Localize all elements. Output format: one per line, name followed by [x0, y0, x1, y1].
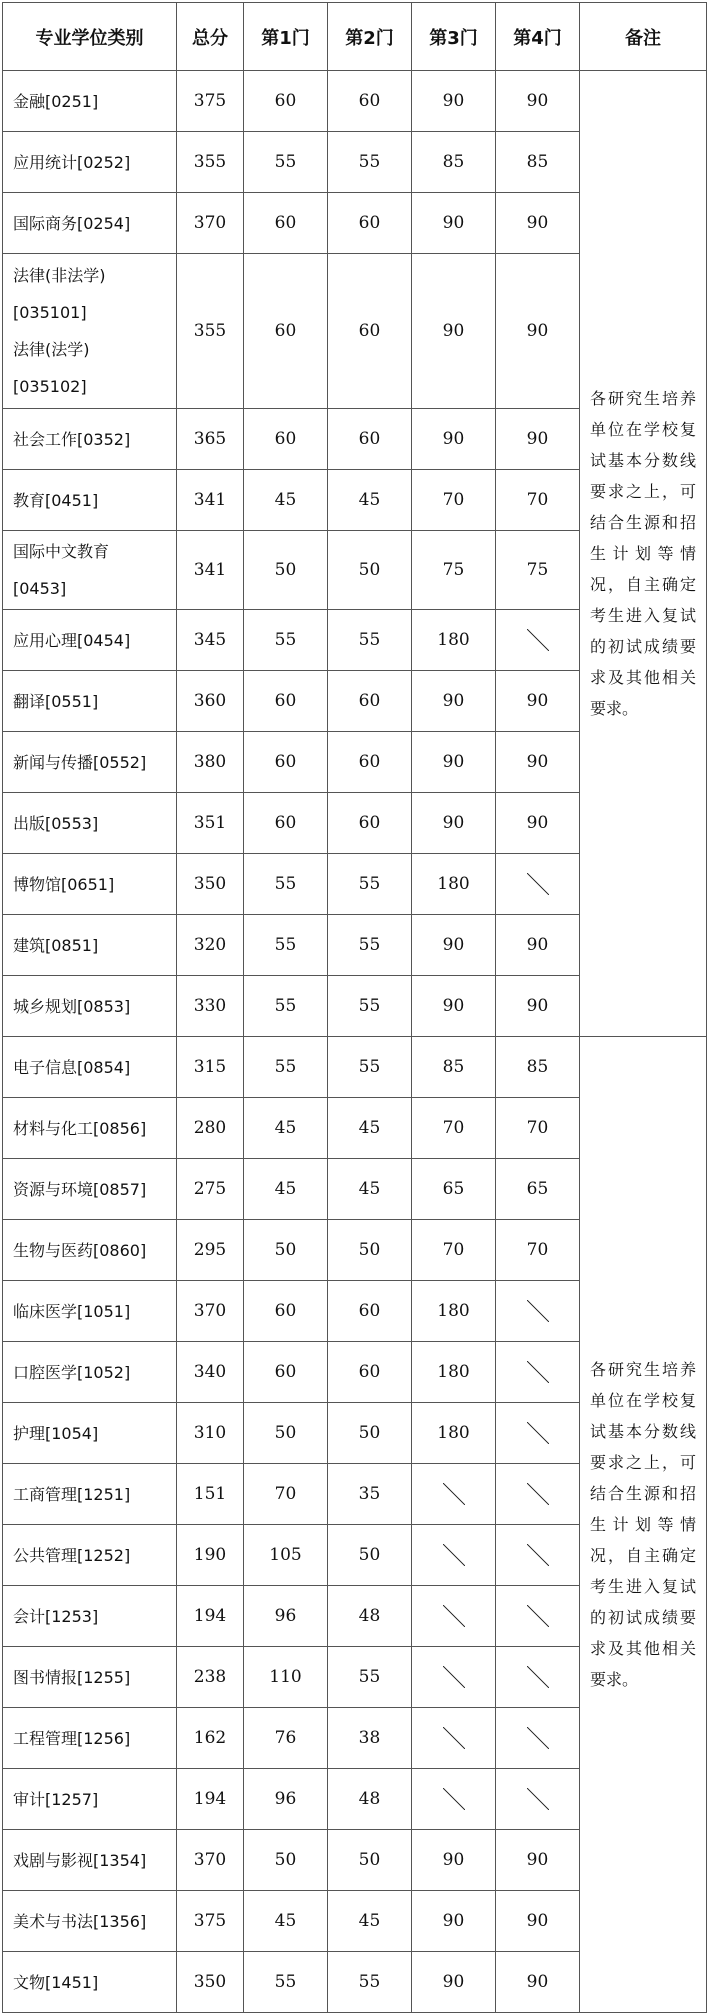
degree-category: [3, 193, 177, 254]
subject-4-score: [496, 1586, 580, 1647]
subject-1-score: 110: [244, 1647, 328, 1708]
degree-category-line: 文物[1451]: [13, 1972, 99, 1992]
subject-3-score: 70: [412, 470, 496, 531]
table-row: [3, 1037, 707, 1098]
not-applicable-slash: [443, 1727, 465, 1749]
subject-3-score: 90: [412, 1891, 496, 1952]
subject-2-score: 55: [328, 132, 412, 193]
subject-4-score: [496, 1403, 580, 1464]
subject-3-score: 85: [412, 132, 496, 193]
degree-category-line: 出版[0553]: [13, 813, 99, 833]
total-score: 380: [177, 732, 244, 793]
not-applicable-slash: [443, 1666, 465, 1688]
subject-4-score: 85: [496, 132, 580, 193]
total-score: 340: [177, 1342, 244, 1403]
degree-category-line: 国际商务[0254]: [13, 213, 131, 233]
subject-4-score: [496, 1281, 580, 1342]
subject-4-score: 90: [496, 793, 580, 854]
total-score: 151: [177, 1464, 244, 1525]
total-score: 351: [177, 793, 244, 854]
score-table: [2, 2, 707, 2013]
total-score: 370: [177, 1830, 244, 1891]
header-category: 专业学位类别: [3, 3, 177, 71]
subject-2-score: 55: [328, 1037, 412, 1098]
subject-3-score: 90: [412, 71, 496, 132]
degree-category-line: 口腔医学[1052]: [13, 1362, 131, 1382]
total-score: 194: [177, 1769, 244, 1830]
degree-category-line: 电子信息[0854]: [13, 1057, 131, 1077]
degree-category-line: 临床医学[1051]: [13, 1301, 131, 1321]
degree-category-line: 资源与环境[0857]: [13, 1179, 147, 1199]
total-score: 360: [177, 671, 244, 732]
subject-3-score: 180: [412, 854, 496, 915]
degree-category-line: 会计[1253]: [13, 1606, 99, 1626]
header-subject-4: 第4门: [496, 3, 580, 71]
subject-4-score: [496, 1525, 580, 1586]
not-applicable-slash: [443, 1788, 465, 1810]
subject-1-score: 45: [244, 1098, 328, 1159]
total-score: 295: [177, 1220, 244, 1281]
degree-category-line: 新闻与传播[0552]: [13, 752, 147, 772]
subject-1-score: 55: [244, 1037, 328, 1098]
subject-1-score: 60: [244, 793, 328, 854]
subject-4-score: 90: [496, 1830, 580, 1891]
degree-category-line: [035101]: [13, 303, 87, 322]
subject-4-score: [496, 1464, 580, 1525]
header-subject-3: 第3门: [412, 3, 496, 71]
subject-4-score: 90: [496, 915, 580, 976]
subject-1-score: 60: [244, 671, 328, 732]
degree-category-line: 图书情报[1255]: [13, 1667, 131, 1687]
degree-category: [3, 409, 177, 470]
degree-category: [3, 1037, 177, 1098]
total-score: 341: [177, 531, 244, 610]
subject-4-score: 75: [496, 531, 580, 610]
degree-category: [3, 1403, 177, 1464]
total-score: 280: [177, 1098, 244, 1159]
degree-category-line: 法律(非法学): [13, 266, 106, 285]
subject-3-score: 70: [412, 1098, 496, 1159]
subject-1-score: 45: [244, 470, 328, 531]
not-applicable-slash: [527, 1605, 549, 1627]
subject-1-score: 50: [244, 1830, 328, 1891]
degree-category: [3, 531, 177, 610]
subject-2-score: 35: [328, 1464, 412, 1525]
subject-1-score: 55: [244, 976, 328, 1037]
total-score: 370: [177, 193, 244, 254]
degree-category-line: 社会工作[0352]: [13, 429, 131, 449]
header-subject-1: 第1门: [244, 3, 328, 71]
not-applicable-slash: [527, 873, 549, 895]
subject-4-score: [496, 1708, 580, 1769]
header-row: [3, 3, 707, 71]
subject-3-score: 90: [412, 793, 496, 854]
total-score: 350: [177, 854, 244, 915]
remarks-note: 各研究生培养单位在学校复试基本分数线要求之上，可结合生源和招生计划等情况，自主确定考生进入复试的初试成绩要求及其他相关要求。: [580, 1037, 707, 2013]
subject-3-score: 85: [412, 1037, 496, 1098]
degree-category-line: 材料与化工[0856]: [13, 1118, 147, 1138]
degree-category: [3, 976, 177, 1037]
subject-1-score: 45: [244, 1891, 328, 1952]
total-score: 345: [177, 610, 244, 671]
subject-3-score: 90: [412, 671, 496, 732]
subject-2-score: 50: [328, 1220, 412, 1281]
degree-category-line: 应用统计[0252]: [13, 152, 131, 172]
degree-category: [3, 793, 177, 854]
subject-4-score: 90: [496, 976, 580, 1037]
degree-category-line: 城乡规划[0853]: [13, 996, 131, 1016]
degree-category-line: 护理[1054]: [13, 1423, 99, 1443]
degree-category: [3, 1525, 177, 1586]
degree-category: [3, 1220, 177, 1281]
subject-1-score: 50: [244, 531, 328, 610]
degree-category: [3, 671, 177, 732]
subject-2-score: 50: [328, 531, 412, 610]
subject-3-score: [412, 1769, 496, 1830]
subject-2-score: 45: [328, 470, 412, 531]
total-score: 375: [177, 71, 244, 132]
subject-3-score: 90: [412, 976, 496, 1037]
degree-category: [3, 1586, 177, 1647]
subject-3-score: 180: [412, 1281, 496, 1342]
subject-2-score: 60: [328, 1342, 412, 1403]
degree-category: [3, 1342, 177, 1403]
total-score: 315: [177, 1037, 244, 1098]
subject-4-score: [496, 1769, 580, 1830]
not-applicable-slash: [443, 1544, 465, 1566]
subject-1-score: 70: [244, 1464, 328, 1525]
degree-category-line: [035102]: [13, 377, 87, 396]
not-applicable-slash: [527, 1544, 549, 1566]
subject-2-score: 48: [328, 1586, 412, 1647]
degree-category: [3, 1708, 177, 1769]
degree-category: [3, 610, 177, 671]
subject-1-score: 96: [244, 1769, 328, 1830]
degree-category: [3, 732, 177, 793]
degree-category-line: 生物与医药[0860]: [13, 1240, 147, 1260]
subject-2-score: 50: [328, 1403, 412, 1464]
table-row: [3, 71, 707, 132]
subject-3-score: [412, 1647, 496, 1708]
subject-3-score: [412, 1464, 496, 1525]
subject-4-score: 90: [496, 671, 580, 732]
degree-category: [3, 71, 177, 132]
subject-2-score: 50: [328, 1525, 412, 1586]
total-score: 350: [177, 1952, 244, 2013]
subject-2-score: 55: [328, 915, 412, 976]
degree-category: [3, 470, 177, 531]
degree-category: [3, 1647, 177, 1708]
subject-4-score: 90: [496, 193, 580, 254]
subject-4-score: 90: [496, 71, 580, 132]
header-total: 总分: [177, 3, 244, 71]
header-remarks: 备注: [580, 3, 707, 71]
subject-2-score: 55: [328, 854, 412, 915]
degree-category-line: 博物馆[0651]: [13, 874, 115, 894]
total-score: 365: [177, 409, 244, 470]
subject-4-score: 70: [496, 470, 580, 531]
total-score: 355: [177, 132, 244, 193]
not-applicable-slash: [527, 1788, 549, 1810]
subject-1-score: 55: [244, 1952, 328, 2013]
degree-category: [3, 854, 177, 915]
subject-3-score: 65: [412, 1159, 496, 1220]
not-applicable-slash: [527, 1422, 549, 1444]
degree-category-line: 美术与书法[1356]: [13, 1911, 147, 1931]
subject-3-score: 180: [412, 1403, 496, 1464]
subject-2-score: 45: [328, 1159, 412, 1220]
degree-category-line: 应用心理[0454]: [13, 630, 131, 650]
subject-4-score: 70: [496, 1220, 580, 1281]
subject-4-score: 90: [496, 409, 580, 470]
subject-1-score: 55: [244, 915, 328, 976]
total-score: 190: [177, 1525, 244, 1586]
subject-1-score: 96: [244, 1586, 328, 1647]
degree-category: [3, 1159, 177, 1220]
total-score: 375: [177, 1891, 244, 1952]
not-applicable-slash: [527, 1666, 549, 1688]
subject-3-score: 180: [412, 1342, 496, 1403]
degree-category: [3, 1830, 177, 1891]
subject-3-score: [412, 1525, 496, 1586]
subject-3-score: 75: [412, 531, 496, 610]
subject-3-score: 90: [412, 732, 496, 793]
subject-4-score: [496, 1342, 580, 1403]
subject-2-score: 60: [328, 793, 412, 854]
subject-2-score: 60: [328, 671, 412, 732]
subject-1-score: 76: [244, 1708, 328, 1769]
subject-1-score: 55: [244, 132, 328, 193]
degree-category-line: 法律(法学): [13, 340, 90, 359]
subject-3-score: 90: [412, 1952, 496, 2013]
header-subject-2: 第2门: [328, 3, 412, 71]
subject-1-score: 60: [244, 254, 328, 409]
degree-category: [3, 1464, 177, 1525]
subject-2-score: 55: [328, 1952, 412, 2013]
degree-category: [3, 132, 177, 193]
subject-4-score: 85: [496, 1037, 580, 1098]
not-applicable-slash: [527, 1727, 549, 1749]
total-score: 370: [177, 1281, 244, 1342]
degree-category: [3, 254, 177, 409]
degree-category-line: 戏剧与影视[1354]: [13, 1850, 147, 1870]
degree-category-line: 金融[0251]: [13, 91, 99, 111]
not-applicable-slash: [527, 1361, 549, 1383]
total-score: 330: [177, 976, 244, 1037]
subject-4-score: 90: [496, 732, 580, 793]
total-score: 162: [177, 1708, 244, 1769]
not-applicable-slash: [443, 1605, 465, 1627]
total-score: 341: [177, 470, 244, 531]
subject-1-score: 105: [244, 1525, 328, 1586]
subject-2-score: 60: [328, 254, 412, 409]
subject-4-score: 70: [496, 1098, 580, 1159]
subject-2-score: 55: [328, 610, 412, 671]
subject-1-score: 50: [244, 1220, 328, 1281]
remarks-note: 各研究生培养单位在学校复试基本分数线要求之上，可结合生源和招生计划等情况，自主确定考生进入复试的初试成绩要求及其他相关要求。: [580, 71, 707, 1037]
subject-2-score: 55: [328, 976, 412, 1037]
subject-4-score: 90: [496, 1952, 580, 2013]
total-score: 238: [177, 1647, 244, 1708]
subject-3-score: 90: [412, 254, 496, 409]
subject-4-score: [496, 1647, 580, 1708]
subject-3-score: 90: [412, 915, 496, 976]
degree-category-line: 工商管理[1251]: [13, 1484, 131, 1504]
subject-1-score: 60: [244, 409, 328, 470]
not-applicable-slash: [527, 1483, 549, 1505]
subject-3-score: 90: [412, 409, 496, 470]
subject-4-score: 90: [496, 254, 580, 409]
subject-2-score: 50: [328, 1830, 412, 1891]
subject-1-score: 50: [244, 1403, 328, 1464]
subject-2-score: 48: [328, 1769, 412, 1830]
degree-category: [3, 1891, 177, 1952]
degree-category: [3, 1952, 177, 2013]
subject-1-score: 60: [244, 732, 328, 793]
subject-1-score: 55: [244, 854, 328, 915]
subject-3-score: 180: [412, 610, 496, 671]
subject-1-score: 60: [244, 1281, 328, 1342]
total-score: 320: [177, 915, 244, 976]
subject-2-score: 45: [328, 1891, 412, 1952]
subject-1-score: 60: [244, 1342, 328, 1403]
subject-3-score: [412, 1708, 496, 1769]
subject-1-score: 45: [244, 1159, 328, 1220]
subject-4-score: [496, 610, 580, 671]
degree-category-line: 审计[1257]: [13, 1789, 99, 1809]
degree-category-line: 公共管理[1252]: [13, 1545, 131, 1565]
not-applicable-slash: [527, 629, 549, 651]
subject-3-score: 90: [412, 1830, 496, 1891]
subject-2-score: 60: [328, 409, 412, 470]
subject-2-score: 60: [328, 732, 412, 793]
degree-category: [3, 1281, 177, 1342]
degree-category-line: 国际中文教育: [13, 542, 110, 561]
subject-2-score: 38: [328, 1708, 412, 1769]
subject-1-score: 60: [244, 71, 328, 132]
total-score: 355: [177, 254, 244, 409]
not-applicable-slash: [527, 1300, 549, 1322]
subject-2-score: 60: [328, 1281, 412, 1342]
degree-category-line: 建筑[0851]: [13, 935, 99, 955]
subject-2-score: 45: [328, 1098, 412, 1159]
degree-category: [3, 1769, 177, 1830]
degree-category-line: [0453]: [13, 579, 67, 598]
subject-3-score: 90: [412, 193, 496, 254]
subject-2-score: 60: [328, 193, 412, 254]
degree-category-line: 翻译[0551]: [13, 691, 99, 711]
subject-1-score: 55: [244, 610, 328, 671]
degree-category: [3, 1098, 177, 1159]
total-score: 310: [177, 1403, 244, 1464]
subject-3-score: 70: [412, 1220, 496, 1281]
degree-category-line: 工程管理[1256]: [13, 1728, 131, 1748]
subject-1-score: 60: [244, 193, 328, 254]
table-body: [3, 71, 707, 2013]
not-applicable-slash: [443, 1483, 465, 1505]
degree-category: [3, 915, 177, 976]
subject-4-score: 90: [496, 1891, 580, 1952]
subject-4-score: [496, 854, 580, 915]
subject-4-score: 65: [496, 1159, 580, 1220]
subject-2-score: 60: [328, 71, 412, 132]
subject-3-score: [412, 1586, 496, 1647]
subject-2-score: 55: [328, 1647, 412, 1708]
degree-category-line: 教育[0451]: [13, 490, 99, 510]
total-score: 194: [177, 1586, 244, 1647]
total-score: 275: [177, 1159, 244, 1220]
